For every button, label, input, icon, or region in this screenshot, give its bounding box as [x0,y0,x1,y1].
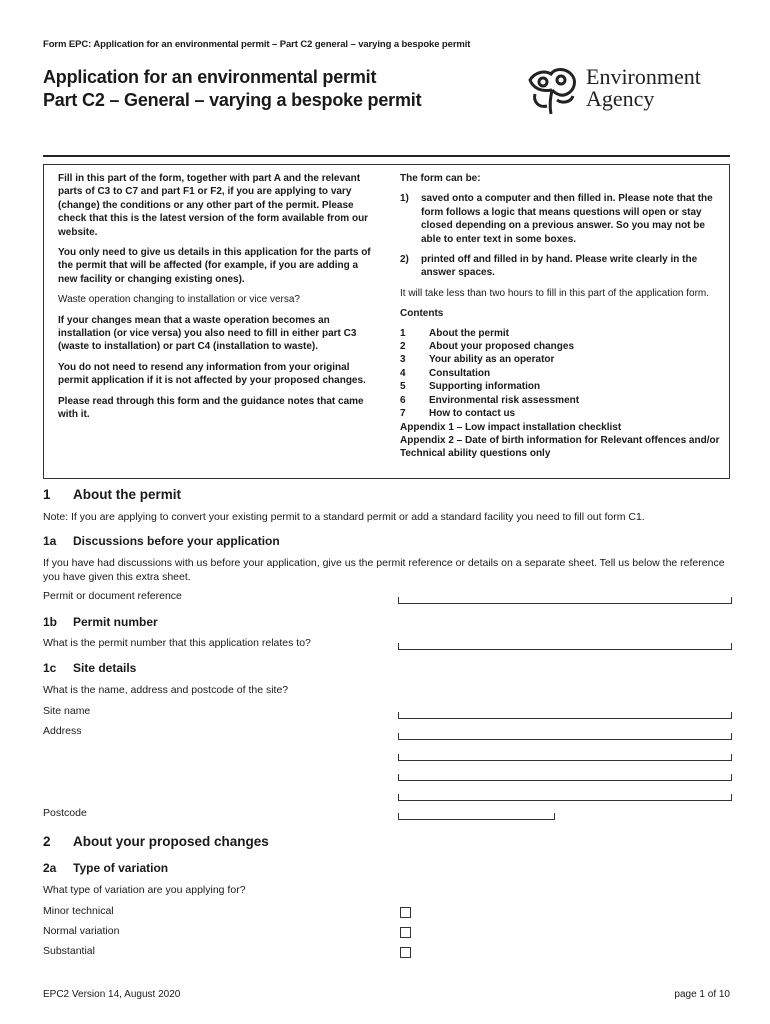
contents-number: 5 [400,381,406,393]
contents-heading: Contents [400,308,444,320]
contents-item[interactable] [400,394,720,407]
minor-technical-checkbox[interactable] [400,907,411,918]
section-1c-heading [43,661,136,675]
contents-list [400,327,720,421]
address-label: Address [43,725,82,737]
form-option-text: printed off and filled in by hand. Please write clearly in the answer spaces. [421,254,698,279]
address-field-line-3[interactable] [398,774,732,781]
contents-item[interactable] [400,327,720,340]
option-substantial-label: Substantial [43,945,95,957]
section-2a-heading [43,861,168,875]
permit-reference-label: Permit or document reference [43,590,182,602]
section-1-heading [43,487,181,502]
form-option-item [400,253,720,280]
site-name-field[interactable] [398,712,732,719]
title-line-2: Part C2 – General – varying a bespoke permit [43,90,422,110]
intro-paragraph: Fill in this part of the form, together with part A and the relevant parts of C3 to C7 and part F1 or F2, if you are applying to vary (change) the conditions or any other part of the permit. Please check that this is the latest version of the form available from our website. [58,173,369,238]
contents-item[interactable] [400,367,720,380]
contents-number: 4 [400,367,406,379]
option-minor-technical-label: Minor technical [43,905,114,917]
environment-agency-logo [521,64,581,123]
footer-version: EPC2 Version 14, August 2020 [43,989,181,1000]
title-line-1: Application for an environmental permit [43,67,377,87]
contents-label: About the permit [429,327,509,339]
intro-paragraph: Please read through this form and the guidance notes that came with it. [58,395,364,421]
section-1a-text: If you have had discussions with us before your application, give us the permit reference or details on a separate sheet. Tell us below the reference you have given this extra sheet. [43,557,725,583]
contents-number: 6 [400,394,406,406]
substantial-checkbox[interactable] [400,947,411,958]
permit-number-label: What is the permit number that this application relates to? [43,637,311,649]
permit-reference-field[interactable] [398,597,732,604]
form-option-number: 1) [400,193,409,205]
normal-variation-checkbox[interactable] [400,927,411,938]
appendix-2[interactable]: Appendix 2 – Date of birth information for Relevant offences and/or Technical ability questions only [400,434,720,460]
section-number: 2a [43,861,57,875]
section-number: 1b [43,615,58,629]
site-details-question: What is the name, address and postcode of the site? [43,684,289,696]
logo-line-2: Agency [586,86,655,111]
contents-item[interactable] [400,353,720,366]
contents-label: Your ability as an operator [429,354,555,366]
section-1-note: Note: If you are applying to convert your existing permit to a standard permit or add a standard facility you need to fill out form C1. [43,511,645,523]
permit-number-field[interactable] [398,643,732,650]
section-title: Site details [73,661,137,675]
time-note: It will take less than two hours to fill in this part of the application form. [400,287,710,299]
section-number: 1a [43,534,57,548]
form-option-text: saved onto a computer and then filled in. Please note that the form follows a logic that means questions will open or stay closed depending on a previous answer. So you may not be able to enter text in some boxes. [421,193,713,245]
intro-paragraph: You do not need to resend any information from your original permit application if it is not affected by your proposed changes. [58,361,366,387]
contents-number: 1 [400,327,406,339]
site-name-label: Site name [43,705,91,717]
address-field-line-1[interactable] [398,733,732,740]
option-normal-variation-label: Normal variation [43,925,120,937]
contents-item[interactable] [400,380,720,393]
intro-right-column [400,172,720,461]
contents-number: 3 [400,354,406,366]
contents-label: About your proposed changes [429,341,575,353]
contents-label: How to contact us [429,408,516,420]
contents-label: Consultation [429,367,491,379]
intro-paragraph: Waste operation changing to installation or vice versa? [58,294,300,306]
footer-page-number: page 1 of 10 [674,989,730,1000]
page-title [43,66,421,112]
address-field-line-2[interactable] [398,754,732,761]
form-option-item [400,192,720,246]
address-field-line-4[interactable] [398,794,732,801]
contents-label: Supporting information [429,381,541,393]
variation-type-question: What type of variation are you applying for? [43,884,246,896]
section-2-heading [43,834,269,849]
contents-label: Environmental risk assessment [429,394,580,406]
section-number: 1c [43,661,57,675]
tree-emblem-icon [521,64,581,118]
logo-text [586,66,701,110]
section-title: About your proposed changes [73,834,269,849]
section-title: Permit number [73,615,158,629]
intro-box [43,164,730,479]
contents-number: 2 [400,341,406,353]
form-option-number: 2) [400,254,409,266]
intro-paragraph: If your changes mean that a waste operation becomes an installation (or vice versa) you also need to fill in either part C3 (waste to installation) or part C4 (installation to waste). [58,314,357,353]
section-title: Type of variation [73,861,169,875]
postcode-label: Postcode [43,807,87,819]
contents-item[interactable] [400,340,720,353]
appendix-1[interactable]: Appendix 1 – Low impact installation checklist [400,421,622,433]
intro-paragraph: You only need to give us details in this application for the parts of the permit that will be affected (for example, if you are adding a new facility or changing existing ones). [58,247,371,285]
form-options-heading: The form can be: [400,173,481,184]
contents-item[interactable] [400,407,720,420]
section-number: 2 [43,834,51,849]
section-1a-heading [43,534,280,548]
section-1b-heading [43,615,158,629]
postcode-field[interactable] [398,813,555,820]
contents-number: 7 [400,408,406,420]
section-number: 1 [43,487,51,502]
logo-line-1: Environment [586,64,701,89]
form-header: Form EPC: Application for an environmental permit – Part C2 general – varying a bespoke permit [43,39,471,50]
intro-left-column [58,172,373,429]
section-title: Discussions before your application [73,534,280,548]
title-rule [43,155,730,157]
section-title: About the permit [73,487,181,502]
